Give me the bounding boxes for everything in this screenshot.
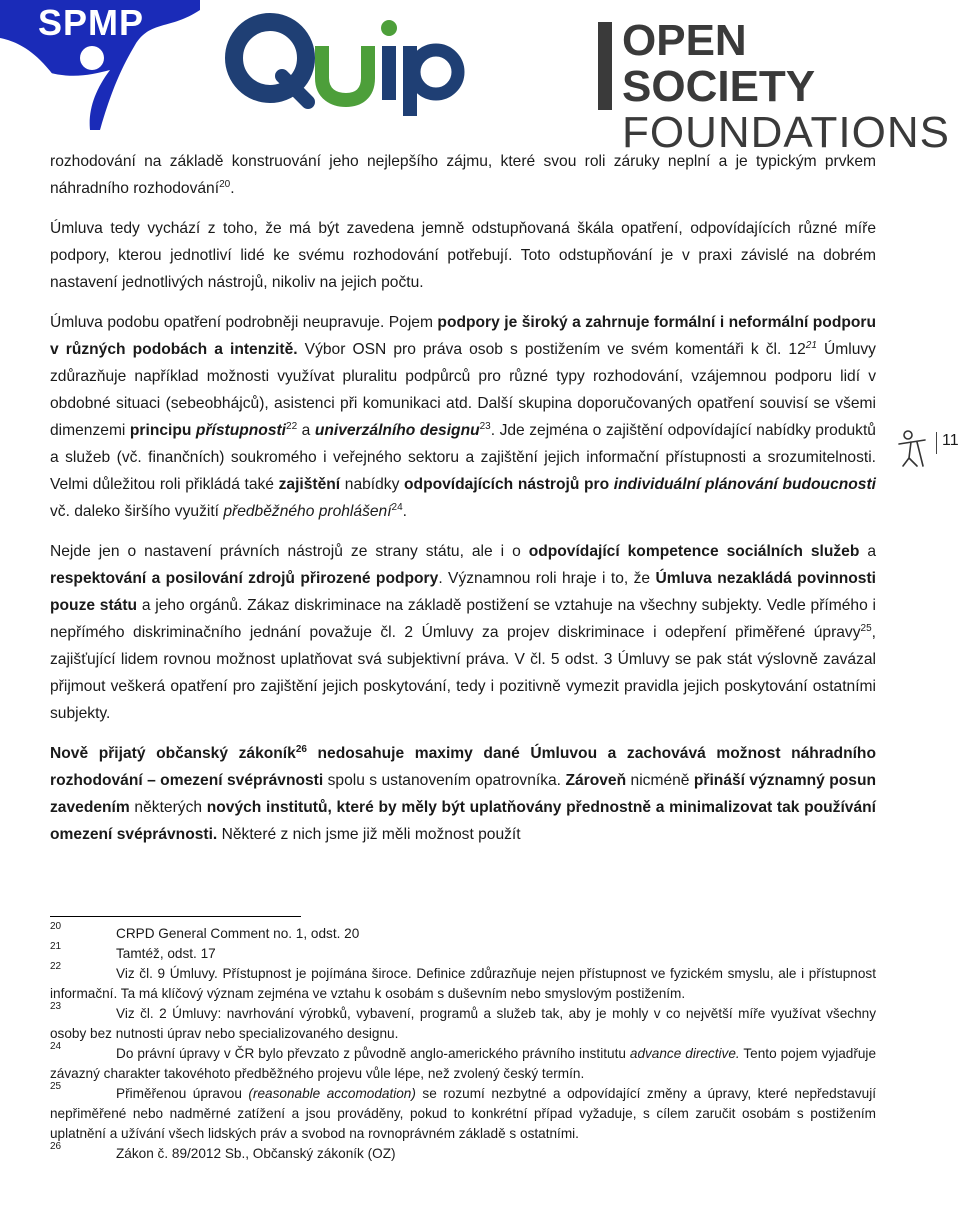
footnote-23: 23 Viz čl. 2 Úmluvy: navrhování výrobků, vybavení, programů a služeb tak, aby je mohly v co největší míře využívat všechny osoby bez nutnosti úprav nebo specializovaného designu. — [50, 1001, 876, 1041]
footnote-26: 26 Zákon č. 89/2012 Sb., Občanský zákoník (OZ) — [50, 1141, 396, 1161]
osf-logo-line2: FOUNDATIONS — [622, 108, 950, 157]
paragraph-2: Úmluva tedy vychází z toho, že má být zavedena jemně odstupňovaná škála opatření, odpovídajících různé míře podpory, kterou jednotliví lidé ke svému rozhodování potřebují. Toto odstupňování je v praxi závislé na dobrém nastavení jednotlivých nástrojů, nikoliv na jejich počtu. — [50, 220, 876, 291]
page-number-separator — [936, 432, 937, 454]
spmp-logo-text: SPMP — [38, 2, 145, 43]
header-logos — [0, 0, 960, 157]
paragraph-3: Úmluva podobu opatření podrobněji neupravuje. Pojem podpory je široký a zahrnuje formální i neformální podporu v různých podobách a intenzitě. Výbor OSN pro práva osob s postižením ve svém komentáři k čl. $12^{21}$ Úmluvy zdůrazňuje například možnosti využívat pluralitu podpůrců pro různé typy rozhodování, vzájemnou podporu lidí v obdobné situaci (sebeobhájců), asistenci při komunikaci atd. Další skupina doporučovaných opatření souvisí se všemi dimenzemi principu přístupnosti$^{22}$ a univerzálního designu$^{23}$. Jde zejména o zajištění odpovídající nabídky produktů a služeb (vč. finančních) soukromého i veřejného sektoru a zajištění jejich informační přístupnosti a srozumitelnosti. Velmi důležitou roli přikládá také zajištění nabídky odpovídajících nástrojů pro individuální plánování budoucnosti vč. daleko širšího využití předběžného prohlášení$^{24}$. — [50, 314, 877, 520]
footnote-25: 25 Přiměřenou úpravou (reasonable accomodation) se rozumí nezbytné a odpovídající změny a úpravy, které nepředstavují nepřiměřené nebo nadměrné zatížení a jsou prováděny, pokud to konkrétní případ vyžaduje, s cílem zaručit osobám s postižením uplatnění a užívání všech lidských práv a svobod na rovnoprávném základě s ostatními. — [50, 1081, 876, 1141]
footnotes — [50, 921, 877, 1164]
quip-logo — [222, 6, 492, 116]
footnote-21: 21 Tamtéž, odst. 17 — [50, 941, 216, 961]
footnote-24: 24 Do právní úpravy v ČR bylo převzato z původně anglo-amerického právního institutu advance directive. Tento pojem vyjadřuje závazný charakter takovéhoto předběžného projevu vůle lépe, než zvolený český termín. — [50, 1041, 877, 1081]
footnote-separator — [50, 916, 301, 917]
paragraph-5: Nově přijatý občanský zákoník$^{26}$ nedosahuje maximy dané Úmluvou a zachovává možnost náhradního rozhodování – omezení svéprávnosti spolu s ustanovením opatrovníka. Zároveň nicméně přináší významný posun zavedením některých nových institutů, které by měly být uplatňovány přednostně a minimalizovat tak používání omezení svéprávnosti. Některé z nich jsme již měli možnost použít — [50, 744, 876, 843]
spmp-logo — [0, 0, 200, 135]
open-society-foundations-logo — [598, 16, 950, 157]
paragraph-4: Nejde jen o nastavení právních nástrojů ze strany státu, ale i o odpovídající kompetence sociálních služeb a respektování a posilování zdrojů přirozené podpory. Významnou roli hraje i to, že Úmluva nezakládá povinnosti pouze státu a jeho orgánů. Zákaz diskriminace na základě postižení se vztahuje na všechny subjekty. Vedle přímého i nepřímého diskriminačního jednání považuje čl. 2 Úmluvy za projev diskriminace i odepření přiměřené úpravy$^{25}$, zajišťující lidem rovnou možnost uplatňovat svá subjektivní práva. V čl. 5 odst. 3 Úmluvy se pak stát výslovně zavázal přijmout veškerá opatření pro zajištění jejich poskytování, tedy i pozitivně vymezit pravidla jejich poskytování ostatními subjekty. — [50, 543, 877, 722]
footnote-22: 22 Viz čl. 9 Úmluvy. Přístupnost je pojímána široce. Definice zdůrazňuje nejen přístupnost ve fyzickém smyslu, ale i přístupnost informační. Ta má klíčový význam zejména ve vztahu k osobám s duševním nebo smyslovým postižením. — [50, 961, 876, 1001]
page-number: 11 — [942, 432, 959, 449]
paragraph-1: rozhodování na základě konstruování jeho nejlepšího zájmu, které svou roli záruky neplní a je typickým prvkem náhradního rozhodování$^{20}$. — [50, 153, 876, 197]
main-text — [50, 148, 876, 861]
osf-logo-bar — [598, 22, 612, 110]
footnote-20: 20 CRPD General Comment no. 1, odst. 20 — [50, 921, 360, 941]
osf-logo-line1: OPEN SOCIETY — [622, 16, 816, 111]
